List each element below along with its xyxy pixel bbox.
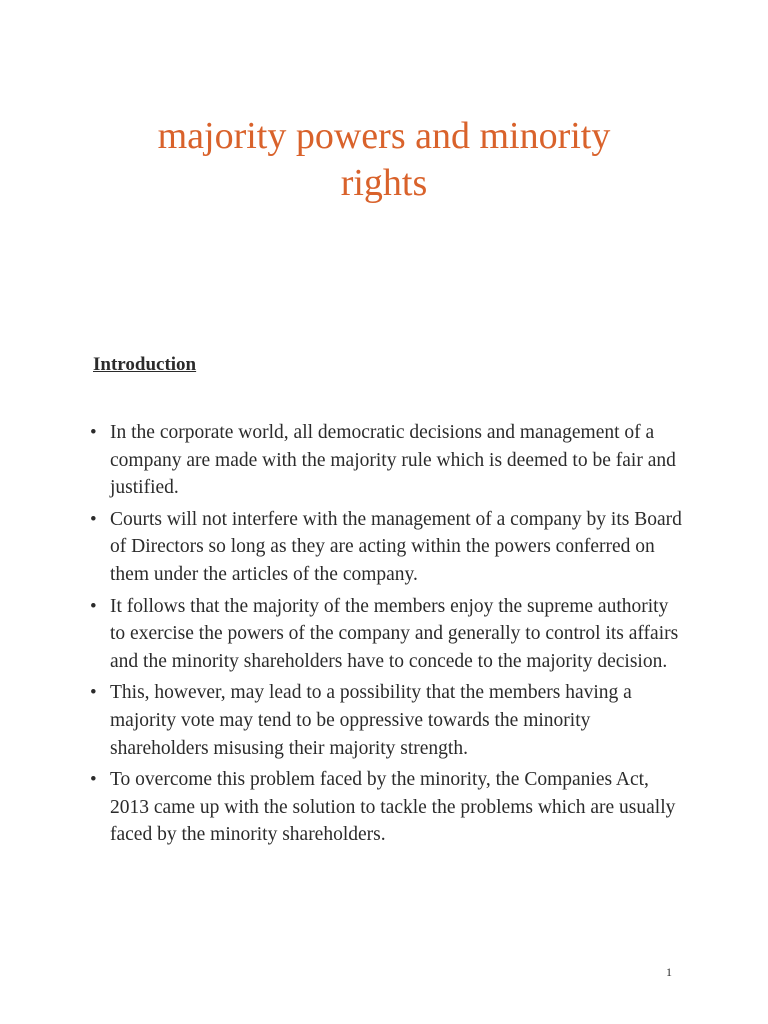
bullet-text: To overcome this problem faced by the minority, the Companies Act, 2013 came up with the solution to tackle the problems which are usually faced by the minority shareholders. bbox=[110, 769, 676, 846]
bullet-item bbox=[88, 766, 688, 849]
bullet-text: It follows that the majority of the members enjoy the supreme authority to exercise the powers of the company and generally to control its affairs and the minority shareholders have to concede to the majority decision. bbox=[110, 595, 679, 672]
document-title-line-1: majority powers and minority bbox=[157, 115, 611, 157]
bullet-point-icon: • bbox=[90, 422, 97, 443]
bullet-text: In the corporate world, all democratic decisions and management of a company are made with the majority rule which is deemed to be fair and justified. bbox=[110, 422, 676, 499]
bullet-item bbox=[88, 506, 688, 589]
page-number: 1 bbox=[666, 965, 672, 979]
section-heading-introduction: Introduction bbox=[93, 354, 197, 375]
bullet-item bbox=[88, 593, 688, 676]
bullet-list bbox=[88, 419, 688, 853]
bullet-point-icon: • bbox=[90, 595, 97, 617]
bullet-text: This, however, may lead to a possibility that the members having a majority vote may tend to be oppressive towards the minority shareholders misusing their majority strength. bbox=[110, 682, 632, 759]
bullet-point-icon: • bbox=[90, 682, 97, 704]
bullet-point-icon: • bbox=[90, 508, 97, 530]
bullet-item bbox=[88, 419, 688, 502]
bullet-text: Courts will not interfere with the management of a company by its Board of Directors so long as they are acting within the powers conferred on them under the articles of the company. bbox=[110, 508, 682, 585]
bullet-item bbox=[88, 679, 688, 762]
bullet-point-icon: • bbox=[90, 769, 97, 791]
document-title-line-2: rights bbox=[340, 162, 428, 204]
